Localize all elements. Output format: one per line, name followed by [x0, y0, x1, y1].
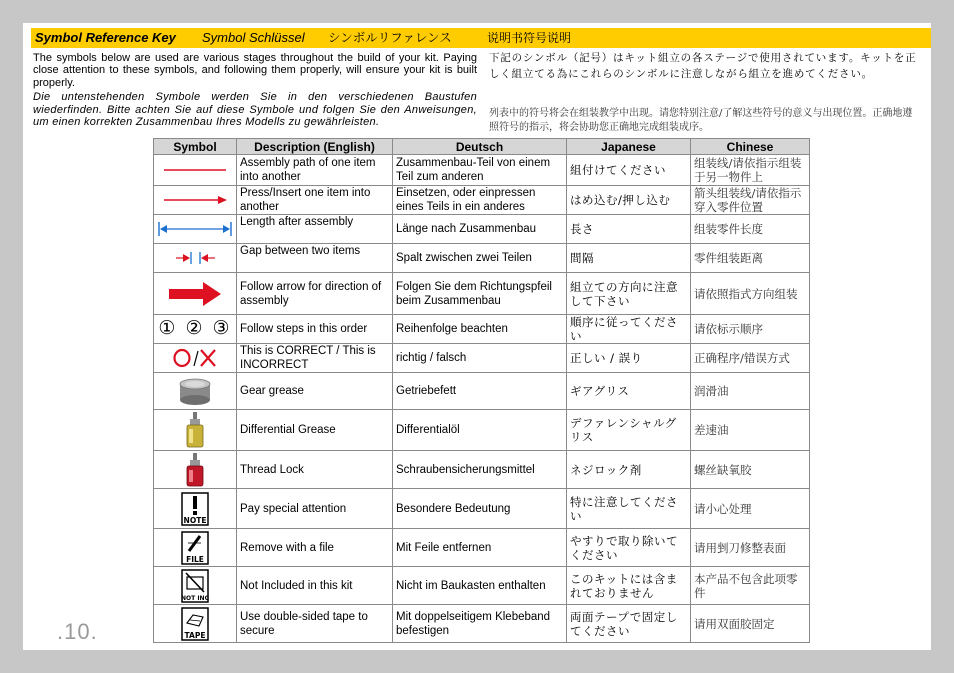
desc-english: Remove with a file — [237, 529, 393, 567]
desc-japanese: 特に注意してください — [567, 489, 691, 529]
desc-deutsch: Getriebefett — [393, 373, 567, 410]
desc-deutsch: Spalt zwischen zwei Teilen — [393, 244, 567, 273]
desc-chinese: 螺丝缺氧胶 — [691, 451, 810, 489]
desc-english: Follow steps in this order — [237, 315, 393, 344]
desc-chinese: 润滑油 — [691, 373, 810, 410]
intro-english: The symbols below are used are various stages throughout the build of your kit. Paying close attention to these symbols, and following them properly, will ensure your kit is built properly. — [33, 52, 477, 89]
header-chinese: Chinese — [691, 139, 810, 155]
desc-chinese: 正确程序/错误方式 — [691, 344, 810, 373]
gear-grease-tin-icon — [175, 374, 215, 408]
symbol-table — [153, 138, 810, 643]
table-row — [154, 605, 810, 643]
correct-incorrect-icon — [170, 347, 220, 369]
desc-japanese: やすりで取り除いてください — [567, 529, 691, 567]
symbol-cell — [154, 373, 237, 410]
manual-page — [23, 23, 931, 650]
not-included-icon — [180, 569, 210, 603]
header-english: Description (English) — [237, 139, 393, 155]
desc-english: This is CORRECT / This is INCORRECT — [237, 344, 393, 373]
desc-deutsch: Mit Feile entfernen — [393, 529, 567, 567]
header-banner — [31, 28, 931, 48]
desc-english: Thread Lock — [237, 451, 393, 489]
symbol-cell — [154, 489, 237, 529]
desc-deutsch: Nicht im Baukasten enthalten — [393, 567, 567, 605]
desc-chinese: 组装零件长度 — [691, 215, 810, 244]
desc-chinese: 请依标示顺序 — [691, 315, 810, 344]
thread-lock-bottle-icon — [183, 452, 207, 488]
desc-japanese: デファレンシャルグリス — [567, 410, 691, 451]
desc-japanese: 組付けてください — [567, 155, 691, 186]
symbol-cell — [154, 344, 237, 373]
table-row — [154, 273, 810, 315]
desc-english: Use double-sided tape to secure — [237, 605, 393, 643]
desc-deutsch: Folgen Sie dem Richtungspfeil beim Zusammenbau — [393, 273, 567, 315]
table-row — [154, 155, 810, 186]
symbol-cell — [154, 155, 237, 186]
table-header-row — [154, 139, 810, 155]
tape-icon — [180, 607, 210, 641]
table-row — [154, 489, 810, 529]
symbol-cell — [154, 605, 237, 643]
table-row — [154, 410, 810, 451]
desc-english: Assembly path of one item into another — [237, 155, 393, 186]
title-japanese: シンボルリファレンス — [328, 30, 452, 45]
table-row — [154, 567, 810, 605]
title-german: Symbol Schlüssel — [202, 30, 305, 45]
desc-deutsch: Länge nach Zusammenbau — [393, 215, 567, 244]
symbol-cell — [154, 567, 237, 605]
desc-chinese: 请小心处理 — [691, 489, 810, 529]
desc-japanese: ネジロック剤 — [567, 451, 691, 489]
desc-japanese: 正しい / 誤り — [567, 344, 691, 373]
desc-english: Press/Insert one item into another — [237, 186, 393, 215]
table-row — [154, 215, 810, 244]
symbol-cell — [154, 273, 237, 315]
desc-chinese: 请依照指式方向组装 — [691, 273, 810, 315]
file-icon — [180, 531, 210, 565]
symbol-cell — [154, 451, 237, 489]
desc-japanese: 順序に従ってください — [567, 315, 691, 344]
desc-english: Gap between two items — [237, 244, 393, 273]
intro-chinese: 列表中的符号将会在组装教学中出现。请您特别注意/了解这些符号的意义与出现位置。正确地遵照符号的指示，将会协助您正确地完成组装成序。 — [489, 108, 913, 133]
page-number: .10. — [57, 619, 98, 644]
table-row — [154, 344, 810, 373]
symbol-cell — [154, 215, 237, 244]
differential-grease-bottle-icon — [183, 411, 207, 449]
symbol-cell — [154, 529, 237, 567]
desc-english: Follow arrow for direction of assembly — [237, 273, 393, 315]
desc-japanese: 両面テープで固定してください — [567, 605, 691, 643]
note-icon-label: NOTE — [183, 515, 207, 525]
intro-german: Die untenstehenden Symbole werden Sie in den verschiedenen Baustufen wiederfinden. Bitte achten Sie auf diese Symbole und folgen Sie den Anweisungen, um einen korrekten Zusammenbau Ihres Modells zu gewährleisten. — [33, 91, 477, 129]
desc-chinese: 差速油 — [691, 410, 810, 451]
desc-deutsch: Zusammenbau-Teil von einem Teil zum anderen — [393, 155, 567, 186]
desc-japanese: 間隔 — [567, 244, 691, 273]
table-row — [154, 244, 810, 273]
desc-deutsch: richtig / falsch — [393, 344, 567, 373]
desc-deutsch: Einsetzen, oder einpressen eines Teils in ein anderes — [393, 186, 567, 215]
header-symbol: Symbol — [154, 139, 237, 155]
desc-deutsch: Differentialöl — [393, 410, 567, 451]
desc-english: Differential Grease — [237, 410, 393, 451]
symbol-cell — [154, 410, 237, 451]
header-deutsch: Deutsch — [393, 139, 567, 155]
desc-chinese: 组装线/请依指示组装于另一物件上 — [691, 155, 810, 186]
table-row — [154, 373, 810, 410]
table-row — [154, 186, 810, 215]
desc-chinese: 箭头组装线/请依指示穿入零件位置 — [691, 186, 810, 215]
desc-chinese: 零件组装距离 — [691, 244, 810, 273]
circled-numbers-icon: ① ② ③ — [158, 316, 232, 339]
big-red-arrow-icon — [165, 279, 225, 309]
desc-japanese: ギアグリス — [567, 373, 691, 410]
table-row — [154, 451, 810, 489]
desc-english: Not Included in this kit — [237, 567, 393, 605]
desc-deutsch: Mit doppelseitigem Klebeband befestigen — [393, 605, 567, 643]
symbol-cell — [154, 244, 237, 273]
tape-icon-label: TAPE — [184, 630, 206, 640]
length-arrow-icon — [157, 220, 233, 238]
desc-japanese: このキットには含まれておりません — [567, 567, 691, 605]
red-arrow-line-icon — [160, 194, 230, 206]
symbol-cell — [154, 315, 237, 344]
desc-japanese: はめ込む/押し込む — [567, 186, 691, 215]
desc-deutsch: Schraubensicherungsmittel — [393, 451, 567, 489]
desc-english: Pay special attention — [237, 489, 393, 529]
note-icon — [180, 492, 210, 526]
not-included-icon-label: NOT INC — [181, 594, 209, 602]
desc-chinese: 请用双面胶固定 — [691, 605, 810, 643]
desc-chinese: 本产品不包含此项零件 — [691, 567, 810, 605]
intro-japanese: 下記のシンボル（記号）はキット組立の各ステージで使用されています。キットを正しく組立てる為にこれらのシンボルに注意しながら組立を進めてください。 — [489, 52, 917, 80]
desc-deutsch: Besondere Bedeutung — [393, 489, 567, 529]
desc-japanese: 組立ての方向に注意して下さい — [567, 273, 691, 315]
file-icon-label: FILE — [186, 554, 204, 564]
desc-english: Length after assembly — [237, 215, 393, 244]
symbol-cell — [154, 186, 237, 215]
table-row — [154, 529, 810, 567]
title-english: Symbol Reference Key — [35, 30, 176, 45]
desc-chinese: 请用剉刀修整表面 — [691, 529, 810, 567]
header-japanese: Japanese — [567, 139, 691, 155]
title-chinese: 说明书符号说明 — [487, 31, 572, 45]
desc-deutsch: Reihenfolge beachten — [393, 315, 567, 344]
gap-arrows-icon — [170, 250, 220, 266]
table-row — [154, 315, 810, 344]
desc-japanese: 長さ — [567, 215, 691, 244]
red-line-icon — [160, 165, 230, 175]
desc-english: Gear grease — [237, 373, 393, 410]
